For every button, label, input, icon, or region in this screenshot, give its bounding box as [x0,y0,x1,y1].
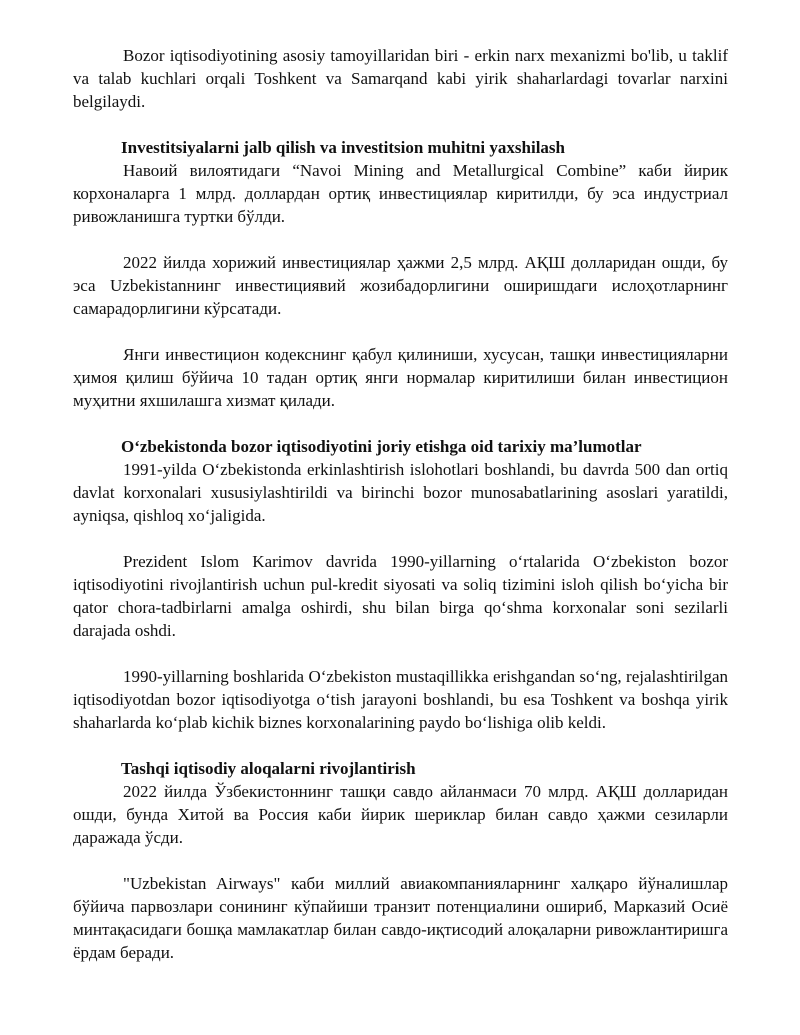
paragraph-foreign-investments-2022: 2022 йилда хорижий инвестициялар ҳажми 2,5 млрд. АҚШ долларидан ошди, бу эса Uzbekistanнинг инвестициявий жозибадорлигини оширишдаги ислоҳотларнинг самарадорлигини кўрсатади. [73,253,728,318]
paragraph-free-price-mechanism: Bozor iqtisodiyotining asosiy tamoyillaridan biri - erkin narx mexanizmi bo'lib, u taklif va talab kuchlari orqali Toshkent va Samarqand kabi yirik shaharlardagi tovarlar narxini belgilaydi. [73,46,728,111]
paragraph-uzbekistan-airways: "Uzbekistan Airways" каби миллий авиакомпанияларнинг халқаро йўналишлар бўйича парвозлари сонининг кўпайиши транзит потенциалини ошириб, Марказий Осиё минтақасидаги бошқа мамлакатлар билан савдо-иқтисодий алоқаларни ривожлантиришга ёрдам беради. [73,874,728,962]
heading-foreign-relations: Tashqi iqtisodiy aloqalarni rivojlantirish [121,759,416,778]
paragraph-trade-turnover-2022: 2022 йилда Ўзбекистоннинг ташқи савдо айланмаси 70 млрд. АҚШ долларидан ошди, бунда Хитой ва Россия каби йирик шериклар билан савдо ҳажми сезиларли даражада ўсди. [73,782,728,847]
paragraph-independence-transition: 1990-yillarning boshlarida O‘zbekiston mustaqillikka erishgandan so‘ng, rejalashtirilgan iqtisodiyotdan bozor iqtisodiyotga o‘tish jarayoni boshlandi, bu esa Toshkent va boshqa yirik shaharlarda ko‘plab kichik biznes korxonalarining paydo bo‘lishiga olib keldi. [73,667,728,732]
paragraph-navoi-investments: Навоий вилоятидаги “Navoi Mining and Metallurgical Combine” каби йирик корхоналарга 1 млрд. доллардан ортиқ инвестициялар киритилди, бу эса индустриал ривожланишга туртки бўлди. [73,161,728,226]
heading-investments: Investitsiyalarni jalb qilish va investitsion muhitni yaxshilash [121,138,565,157]
heading-history: O‘zbekistonda bozor iqtisodiyotini joriy etishga oid tarixiy ma’lumotlar [121,437,642,456]
paragraph-investment-code: Янги инвестицион кодекснинг қабул қилиниши, хусусан, ташқи инвестицияларни ҳимоя қилиш бўйича 10 тадан ортиқ янги нормалар киритилиши билан инвестицион муҳитни яхшилашга хизмат қилади. [73,345,728,410]
paragraph-karimov-reforms: Prezident Islom Karimov davrida 1990-yillarning o‘rtalarida O‘zbekiston bozor iqtisodiyotini rivojlantirish uchun pul-kredit siyosati va soliq tizimini isloh qilish bo‘yicha bir qator chora-tadbirlarni amalga oshirdi, shu bilan birga qo‘shma korxonalar soni sezilarli darajada oshdi. [73,552,728,640]
paragraph-1991-reforms: 1991-yilda O‘zbekistonda erkinlashtirish islohotlari boshlandi, bu davrda 500 dan ortiq davlat korxonalari xususiylashtirildi va birinchi bozor munosabatlarining asoslari yaratildi, ayniqsa, qishloq xo‘jaligida. [73,460,728,525]
